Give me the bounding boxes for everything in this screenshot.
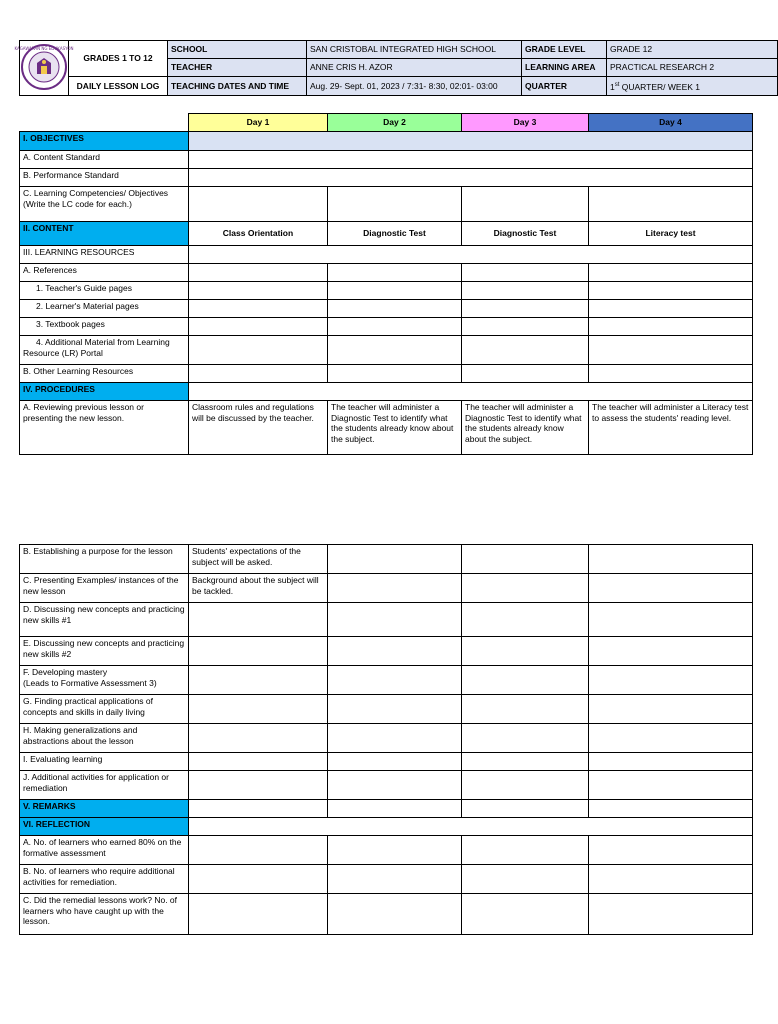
reflection-heading: VI. REFLECTION [20, 818, 189, 836]
examples-label: C. Presenting Examples/ instances of the new lesson [20, 574, 189, 603]
day4-header: Day 4 [589, 114, 753, 132]
content-day3: Diagnostic Test [462, 222, 589, 246]
resources-heading: III. LEARNING RESOURCES [20, 246, 189, 264]
lesson-table-page2 [19, 544, 753, 935]
learning-area-label: LEARNING AREA [522, 59, 607, 77]
competencies-label: C. Learning Competencies/ Objectives (Write the LC code for each.) [20, 187, 189, 222]
school-label: SCHOOL [168, 41, 307, 59]
learning-area-value: PRACTICAL RESEARCH 2 [607, 59, 778, 77]
objectives-heading: I. OBJECTIVES [20, 132, 189, 151]
procedures-heading: IV. PROCEDURES [20, 383, 189, 401]
tg-pages-label: 1. Teacher's Guide pages [20, 282, 189, 300]
dates-label: TEACHING DATES AND TIME [168, 77, 307, 96]
log-title: DAILY LESSON LOG [69, 77, 168, 96]
reviewing-day2: The teacher will administer a Diagnostic Test to identify what the students already know about the subject. [328, 401, 462, 455]
resources-fill [189, 246, 753, 264]
examples-day1: Background about the subject will be tackled. [189, 574, 328, 603]
other-resources-label: B. Other Learning Resources [20, 365, 189, 383]
textbook-pages-label: 3. Textbook pages [20, 318, 189, 336]
quarter-label: QUARTER [522, 77, 607, 96]
reflection-fill [189, 818, 753, 836]
procedures-fill [189, 383, 753, 401]
learners-80-label: A. No. of learners who earned 80% on the formative assessment [20, 836, 189, 865]
lr-portal-label: 4. Additional Material from Learning Resource (LR) Portal [20, 336, 189, 365]
content-day4: Literacy test [589, 222, 753, 246]
day2-header: Day 2 [328, 114, 462, 132]
school-value: SAN CRISTOBAL INTEGRATED HIGH SCHOOL [307, 41, 522, 59]
generalizations-label: H. Making generalizations and abstractions about the lesson [20, 724, 189, 753]
lesson-table-page1 [19, 113, 753, 455]
teacher-label: TEACHER [168, 59, 307, 77]
grades-label: GRADES 1 TO 12 [69, 41, 168, 77]
header-table [14, 40, 778, 96]
day3-header: Day 3 [462, 114, 589, 132]
seal-ring-text: KAGAWARAN NG EDUKASYON [14, 45, 74, 51]
content-standard-label: A. Content Standard [20, 151, 189, 169]
discussing1-label: D. Discussing new concepts and practicing new skills #1 [20, 603, 189, 637]
reviewing-day3: The teacher will administer a Diagnostic Test to identify what the students already know about the subject. [462, 401, 589, 455]
reviewing-day1: Classroom rules and regulations will be discussed by the teacher. [189, 401, 328, 455]
mastery-label: F. Developing mastery (Leads to Formative Assessment 3) [20, 666, 189, 695]
dates-value: Aug. 29- Sept. 01, 2023 / 7:31- 8:30, 02:01- 03:00 [307, 77, 522, 96]
performance-standard-label: B. Performance Standard [20, 169, 189, 187]
content-day1: Class Orientation [189, 222, 328, 246]
references-label: A. References [20, 264, 189, 282]
seal-cell [14, 41, 74, 96]
quarter-sup: st [614, 81, 620, 88]
discussing2-label: E. Discussing new concepts and practicing new skills #2 [20, 637, 189, 666]
objectives-fill [189, 132, 753, 151]
learners-remediation-label: B. No. of learners who require additional activities for remediation. [20, 865, 189, 894]
lm-pages-label: 2. Learner's Material pages [20, 300, 189, 318]
applications-label: G. Finding practical applications of concepts and skills in daily living [20, 695, 189, 724]
content-standard-value [189, 151, 753, 169]
remedial-work-label: C. Did the remedial lessons work? No. of learners who have caught up with the lesson. [20, 894, 189, 935]
reviewing-label: A. Reviewing previous lesson or presenting the new lesson. [20, 401, 189, 455]
day1-header: Day 1 [189, 114, 328, 132]
grade-level-value: GRADE 12 [607, 41, 778, 59]
purpose-day1: Students' expectations of the subject will be asked. [189, 545, 328, 574]
quarter-rest: QUARTER/ WEEK 1 [619, 81, 701, 92]
purpose-label: B. Establishing a purpose for the lesson [20, 545, 189, 574]
reviewing-day4: The teacher will administer a Literacy test to assess the students' reading level. [589, 401, 753, 455]
grade-level-label: GRADE LEVEL [522, 41, 607, 59]
remarks-heading: V. REMARKS [20, 800, 189, 818]
deped-seal-icon [14, 43, 74, 91]
quarter-num: 1 [610, 81, 615, 92]
content-day2: Diagnostic Test [328, 222, 462, 246]
corner-blank [20, 114, 189, 132]
performance-standard-value [189, 169, 753, 187]
teacher-value: ANNE CRIS H. AZOR [307, 59, 522, 77]
quarter-value [607, 77, 778, 96]
additional-label: J. Additional activities for application or remediation [20, 771, 189, 800]
content-heading: II. CONTENT [20, 222, 189, 246]
evaluating-label: I. Evaluating learning [20, 753, 189, 771]
